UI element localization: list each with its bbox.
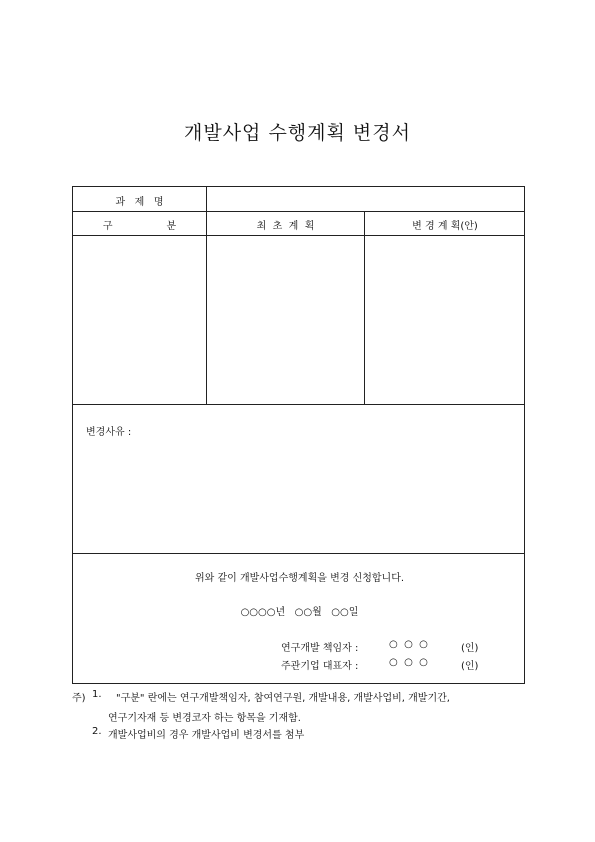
note-number: 1. bbox=[92, 689, 102, 700]
change-request-form bbox=[72, 186, 525, 684]
signer-seal: (인) bbox=[461, 643, 479, 654]
date-line: ○○○○년 ○○월 ○○일 bbox=[240, 607, 359, 618]
signer-role: 연구개발 책임자 : bbox=[281, 643, 359, 654]
original-plan-entry-cell[interactable] bbox=[207, 236, 363, 403]
note-number: 2. bbox=[92, 726, 102, 737]
note-text: "구분" 란에는 연구개발책임자, 참여연구원, 개발내용, 개발사업비, 개발기간, bbox=[116, 693, 450, 704]
request-statement: 위와 같이 개발사업수행계획을 변경 신청합니다. bbox=[194, 573, 405, 584]
changed-plan-entry-cell[interactable] bbox=[365, 236, 524, 403]
signer-name: ○ ○ ○ bbox=[389, 639, 428, 650]
row-divider bbox=[73, 553, 524, 554]
change-reason-field[interactable] bbox=[74, 439, 525, 551]
row-divider bbox=[73, 404, 524, 405]
row-divider bbox=[73, 211, 524, 212]
signer-role: 주관기업 대표자 : bbox=[281, 661, 359, 672]
signer-seal: (인) bbox=[461, 661, 479, 672]
notes-prefix: 주) bbox=[72, 693, 86, 704]
category-header: 구 분 bbox=[102, 221, 177, 232]
note-continuation: 연구기자재 등 변경코자 하는 항목을 기재함. bbox=[108, 713, 301, 724]
change-reason-label: 변경사유 : bbox=[86, 427, 132, 438]
page-title: 개발사업 수행계획 변경서 bbox=[184, 122, 411, 144]
original-plan-header: 최 초 계 획 bbox=[256, 221, 315, 232]
project-name-label: 과 제 명 bbox=[115, 197, 164, 208]
changed-plan-header: 변 경 계 획(안) bbox=[412, 221, 478, 232]
category-entry-cell[interactable] bbox=[74, 236, 205, 403]
signer-name: ○ ○ ○ bbox=[389, 657, 428, 668]
note-text: 개발사업비의 경우 개발사업비 변경서를 첨부 bbox=[108, 730, 305, 741]
